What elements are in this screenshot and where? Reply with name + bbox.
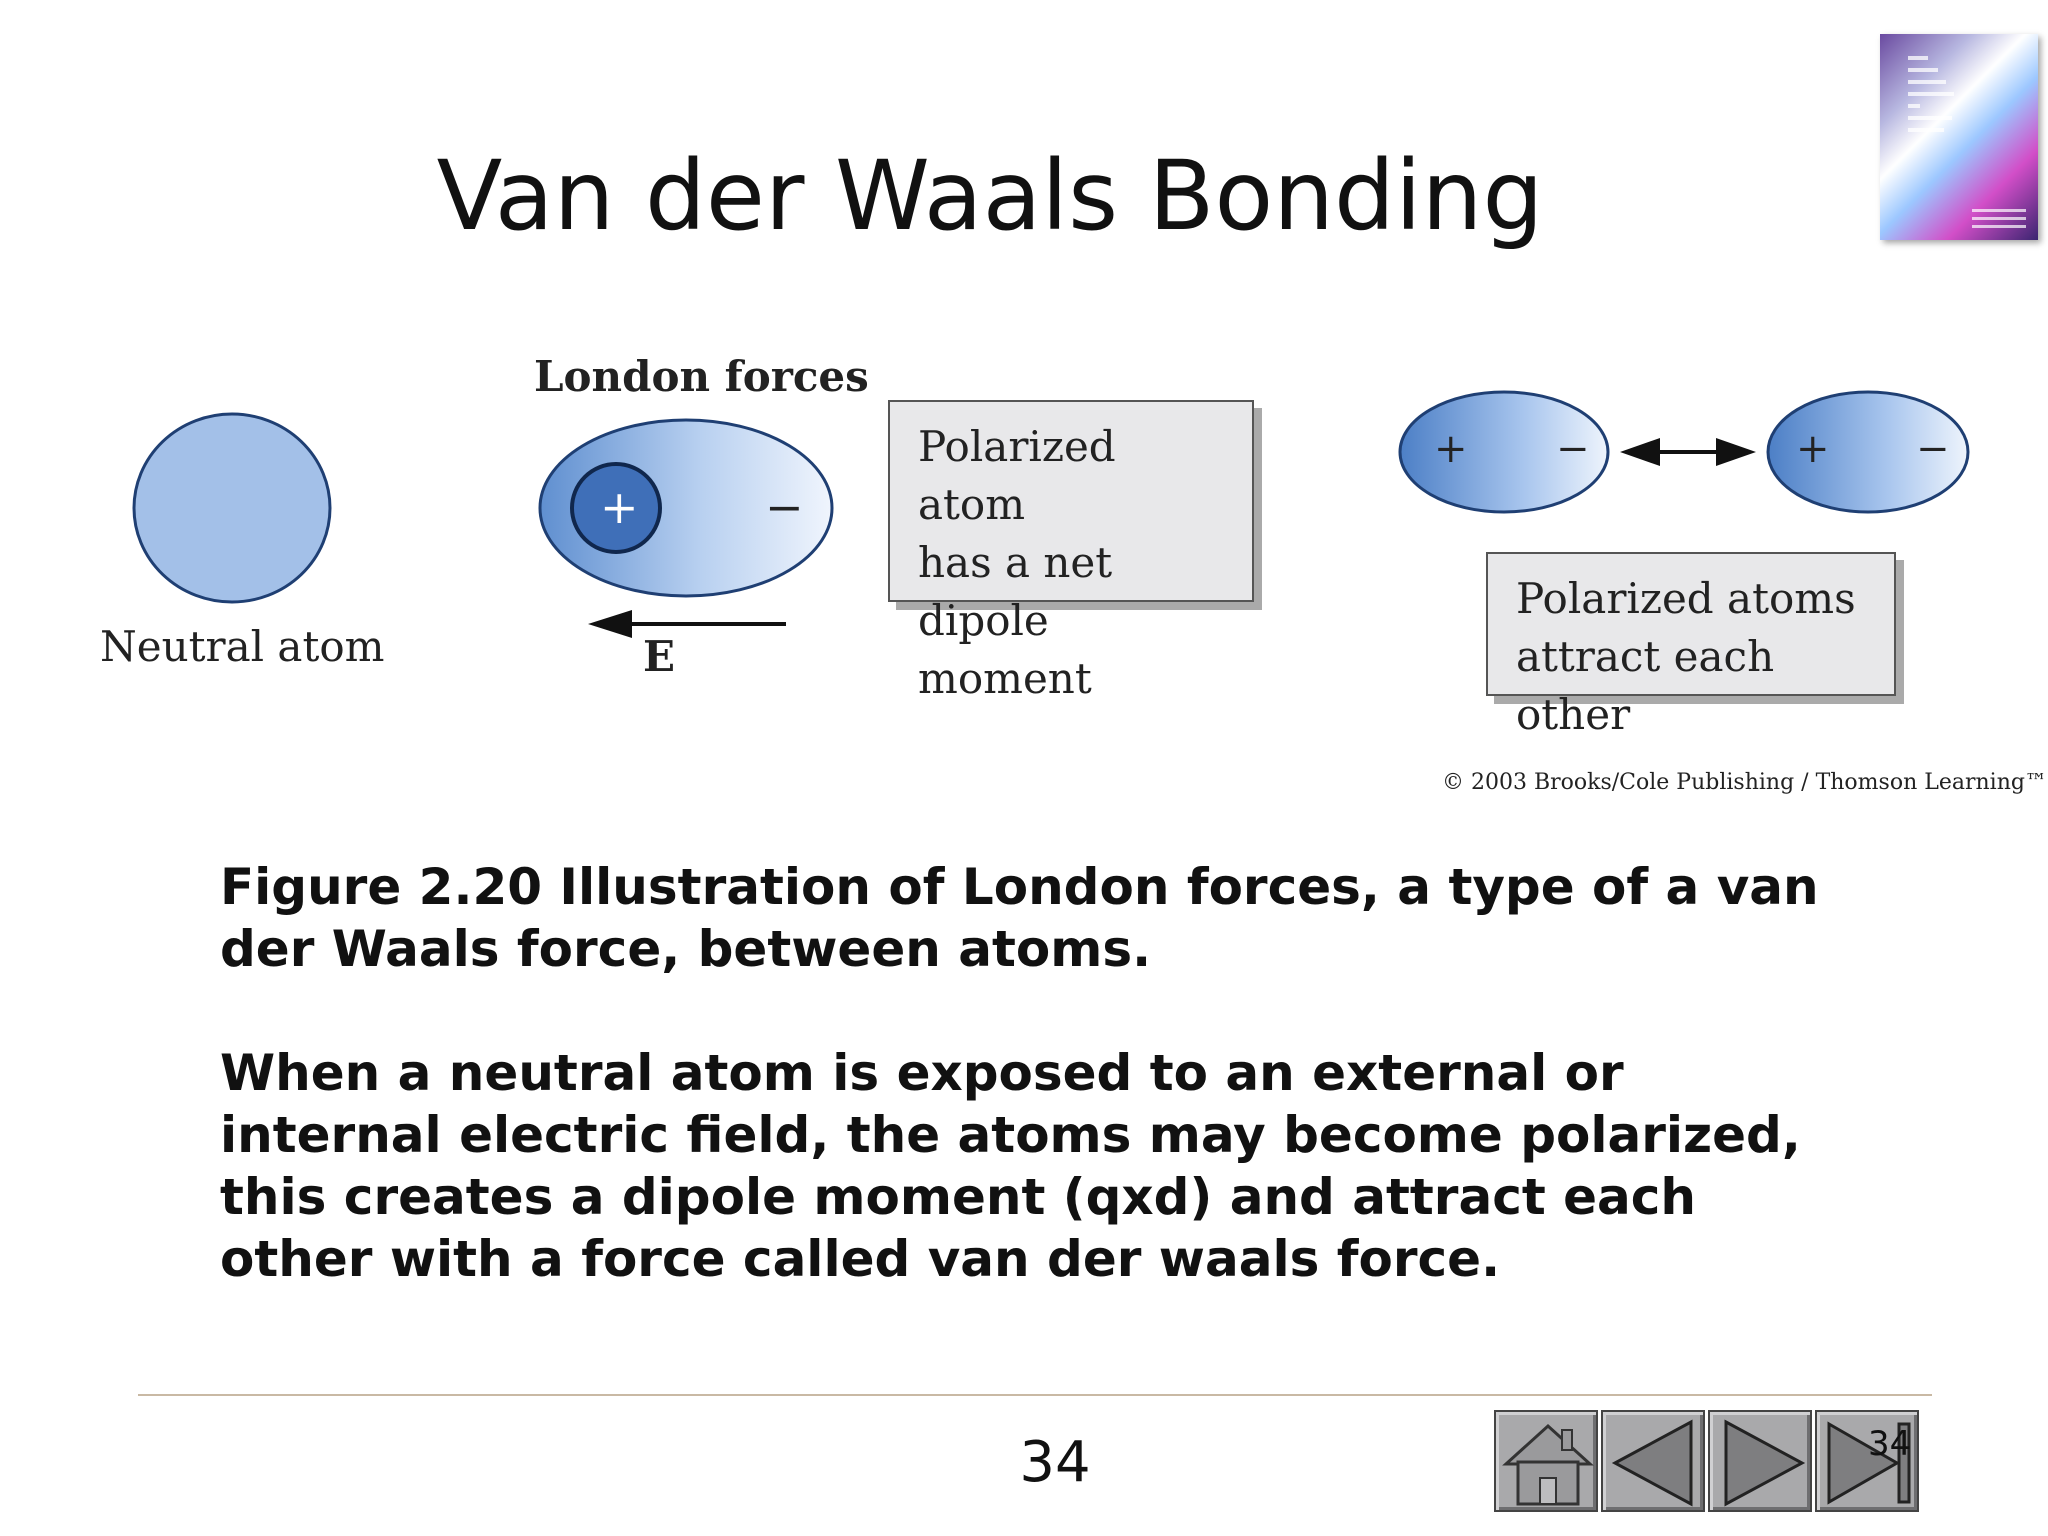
plus-sign-left-atom: + [1434, 426, 1468, 472]
figure-caption: Figure 2.20 Illustration of London forces, a type of a van der Waals force, between atoms. [220, 858, 1819, 978]
attraction-arrowhead-left [1620, 438, 1660, 466]
london-forces-label: London forces [534, 352, 869, 401]
home-icon [1496, 1412, 1600, 1514]
next-slide-button[interactable] [1708, 1410, 1812, 1512]
minus-sign-left-atom: − [1556, 426, 1590, 472]
polarized-atoms-box [1486, 552, 1896, 739]
polarized-atom-box-line: has a net dipole [918, 538, 1113, 645]
explanation-paragraph: When a neutral atom is exposed to an external or internal electric field, the atoms may become polarized, this creates a dipole moment (qxd) and attract each other with a force called van der waals force. [220, 1044, 1801, 1288]
attraction-arrowhead-right [1716, 438, 1756, 466]
polarized-atoms-box-line: attract each other [1516, 632, 1775, 739]
plus-sign: + [600, 480, 639, 534]
slide-title: Van der Waals Bonding [436, 140, 1544, 252]
copyright-notice: © 2003 Brooks/Cole Publishing / Thomson Learning™ [1442, 770, 2047, 795]
polarized-atom-box [888, 400, 1254, 703]
minus-sign: − [765, 480, 804, 534]
polarized-atoms-box-line: Polarized atoms [1516, 574, 1856, 623]
footer-divider [138, 1394, 1932, 1396]
neutral-atom [134, 414, 330, 602]
polarized-atom-box-line: Polarized atom [918, 422, 1116, 529]
electric-field-arrowhead [588, 610, 632, 638]
plus-sign-right-atom: + [1796, 426, 1830, 472]
slide-navigation [1494, 1410, 1922, 1512]
minus-sign-right-atom: − [1916, 426, 1950, 472]
next-icon [1710, 1412, 1814, 1514]
page-number: 34 [1019, 1430, 1091, 1495]
previous-icon [1603, 1412, 1707, 1514]
previous-slide-button[interactable] [1601, 1410, 1705, 1512]
home-button[interactable] [1494, 1410, 1598, 1512]
neutral-atom-label: Neutral atom [100, 622, 385, 671]
slide-number-overlay: 34 [1868, 1424, 1912, 1464]
caption-text [220, 856, 1820, 1352]
field-label: E [643, 632, 676, 681]
polarized-atom-box-line: moment [918, 654, 1092, 703]
